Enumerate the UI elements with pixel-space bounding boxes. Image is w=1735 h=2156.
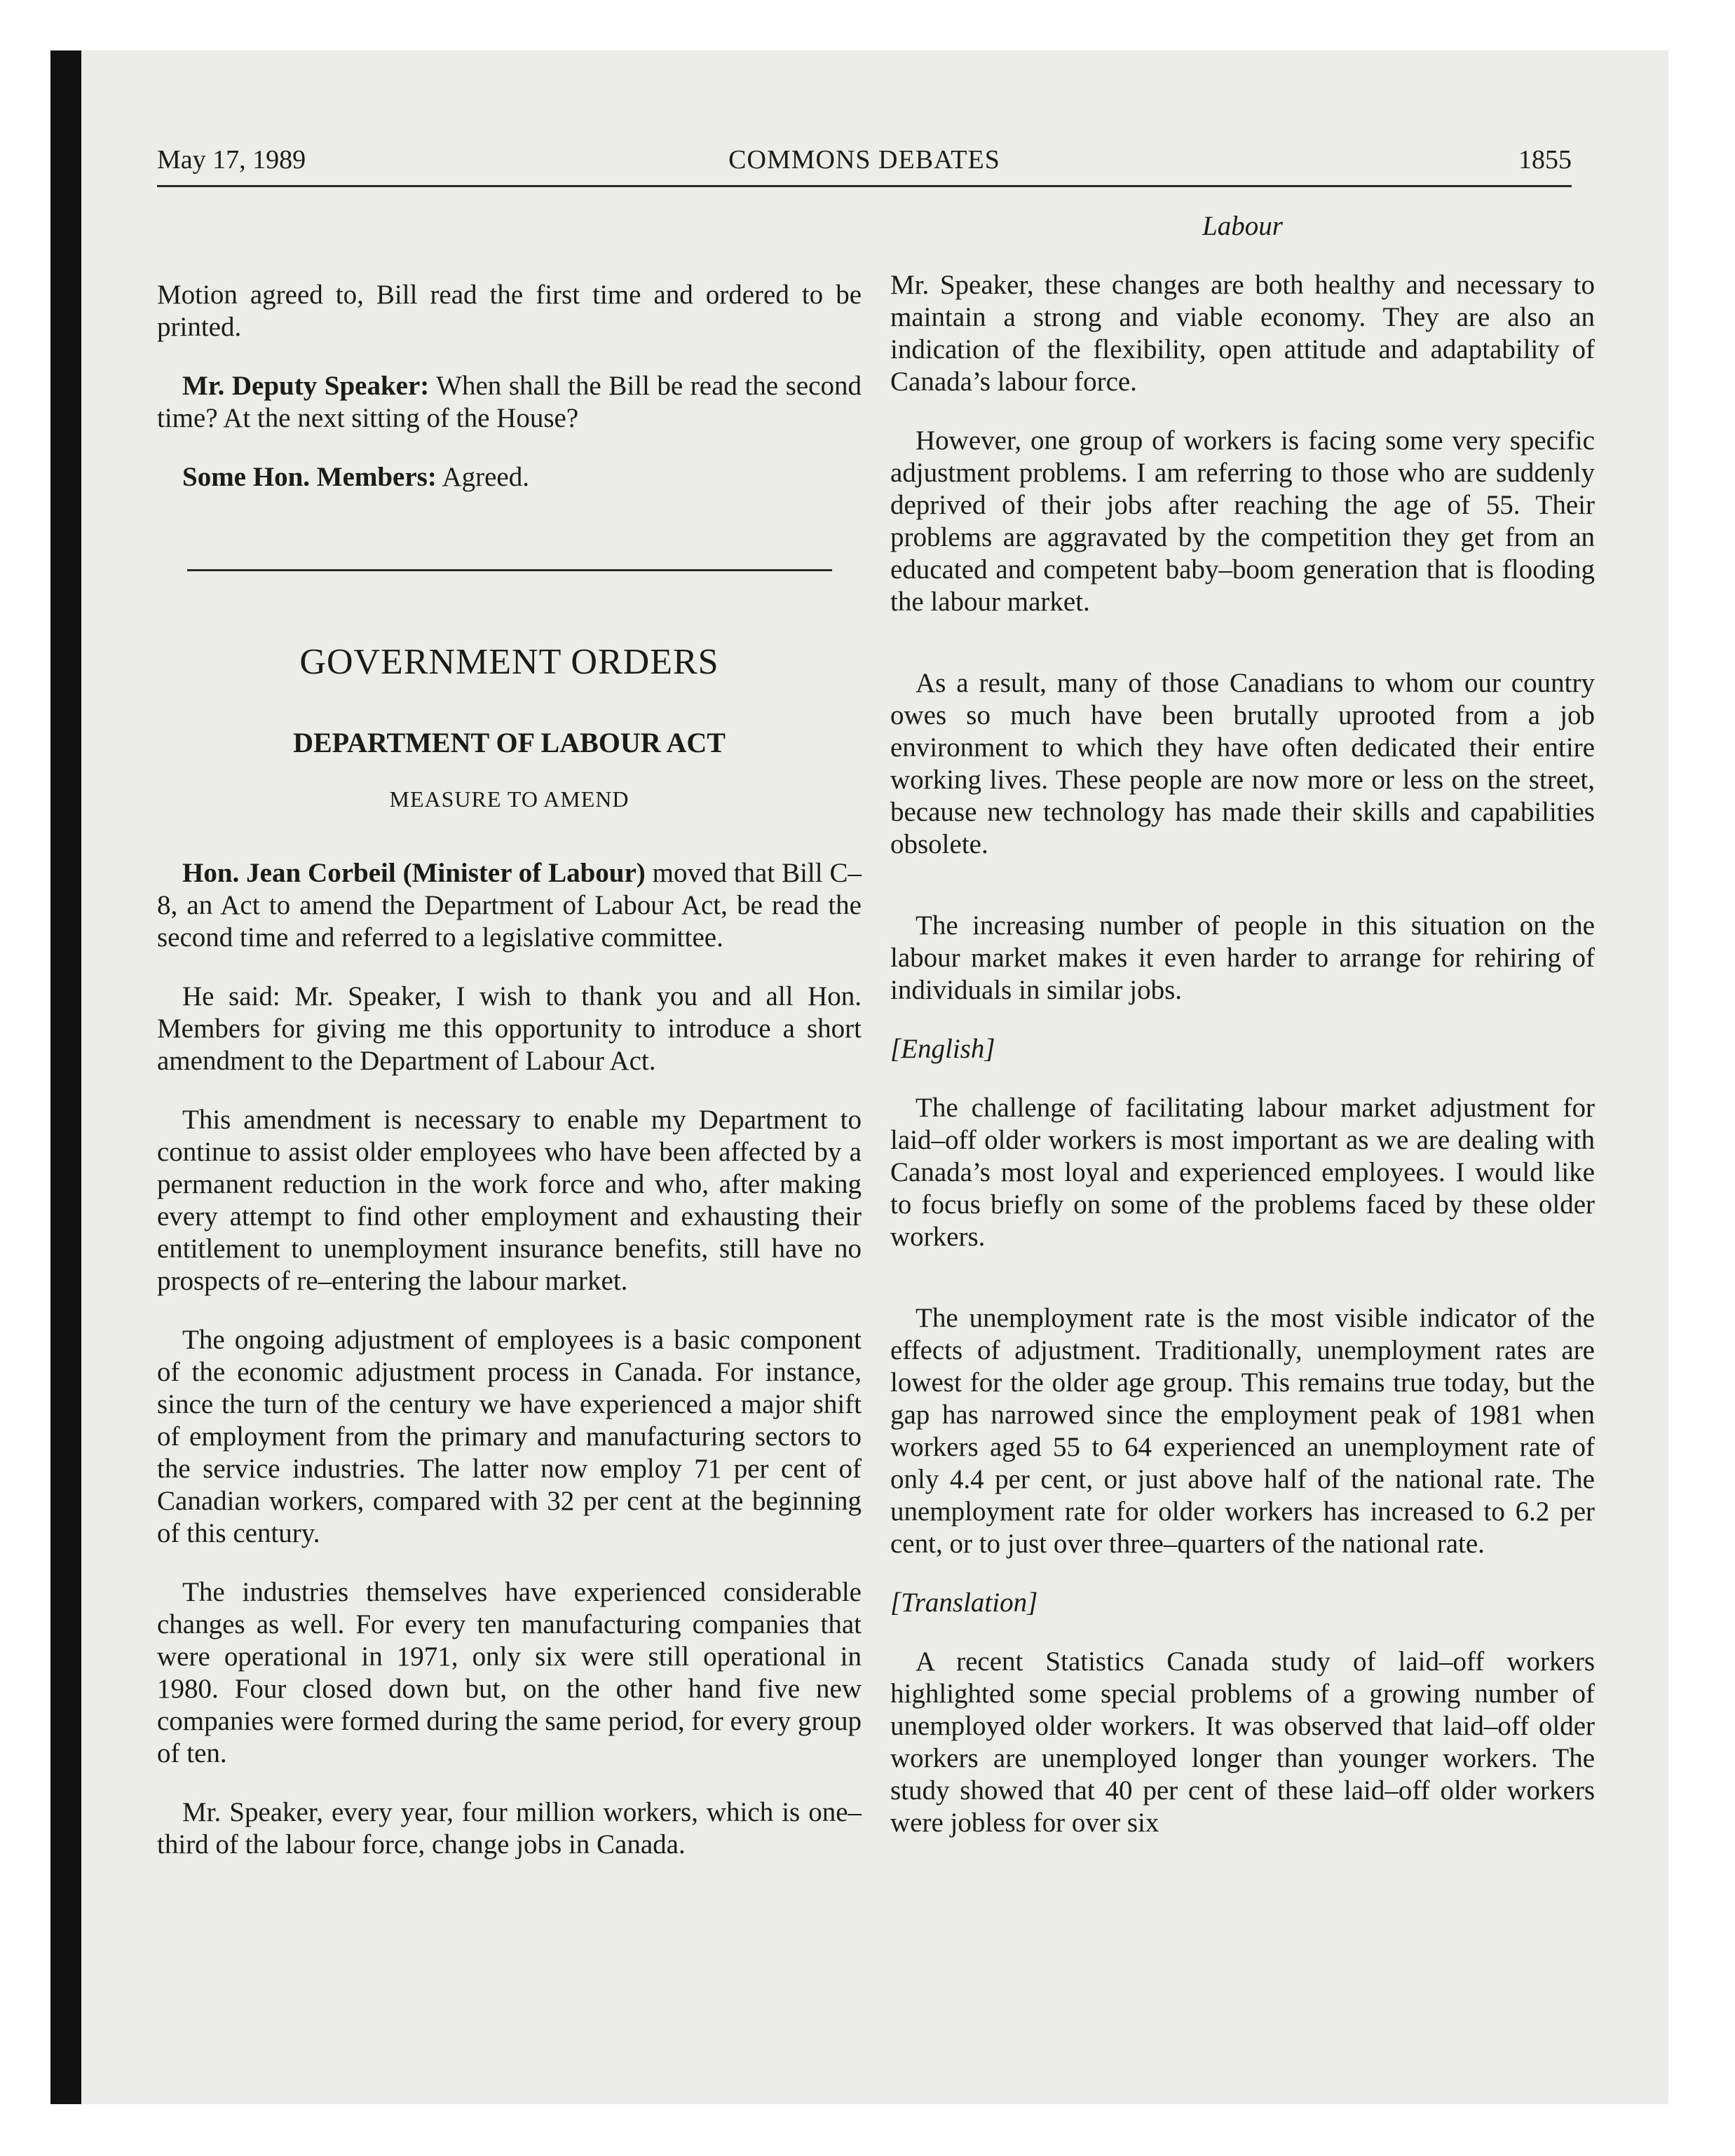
language-marker-english: [English] (890, 1034, 995, 1064)
right-column (890, 210, 1595, 1866)
paragraph (157, 461, 862, 493)
paragraph: As a result, many of those Canadians to whom our country owes so much have been brutally uprooted from a job environment to which they have often dedicated their entire working lives. These people are now more or less on the street, because new technology has made their skills and capabilities obsolete. (890, 668, 1595, 859)
paragraph: Motion agreed to, Bill read the first time and ordered to be printed. (157, 280, 862, 342)
paragraph: The challenge of facilitating labour market adjustment for laid–off older workers is most important as we are dealing with Canada’s most loyal and experienced employees. I would like to focus briefly on some of the problems faced by these older workers. (890, 1093, 1595, 1252)
paragraph: The increasing number of people in this situation on the labour market makes it even harder to arrange for rehiring of individuals in similar jobs. (890, 910, 1595, 1005)
speaker-name: Some Hon. Members: (182, 462, 437, 492)
speaker-name: Hon. Jean Corbeil (Minister of Labour) (182, 858, 646, 888)
header-date: May 17, 1989 (157, 145, 306, 175)
paragraph: However, one group of workers is facing some very specific adjustment problems. I am referring to those who are suddenly deprived of their jobs after reaching the age of 55. Their problems are aggravated by the competition they get from an educated and competent baby–boom generation that is flooding the labour market. (890, 425, 1595, 617)
scan-edge (50, 50, 81, 2104)
speech-text: Agreed. (436, 462, 529, 492)
language-marker-translation: [Translation] (890, 1588, 1038, 1618)
paragraph: The industries themselves have experienced considerable changes as well. For every ten manufacturing companies that were operational in 1971, only six were still operational in 1980. Four closed down but, on the other hand five new companies were formed during the same period, for every group of ten. (157, 1577, 862, 1768)
paragraph: He said: Mr. Speaker, I wish to thank you and all Hon. Members for giving me this opportunity to introduce a short amendment to the Department of Labour Act. (157, 981, 862, 1076)
header-page-number: 1855 (1518, 145, 1572, 175)
paragraph: The unemployment rate is the most visible indicator of the effects of adjustment. Traditionally, unemployment rates are lowest for the older age group. This remains true today, but the gap has narrowed since the employment peak of 1981 when workers aged 55 to 64 experienced an unemployment rate of only 4.4 per cent, or just above half of the national rate. The unemployment rate for older workers has increased to 6.2 per cent, or to just over three–quarters of the national rate. (890, 1303, 1595, 1559)
paragraph: A recent Statistics Canada study of laid–off workers highlighted some special problems of a growing number of unemployed older workers. It was observed that laid–off older workers are unemployed longer than younger workers. The study showed that 40 per cent of these laid–off older workers were jobless for over six (890, 1646, 1595, 1838)
speech-text: moved that Bill C–8, an Act to amend the Department of Labour Act, be read the second time and referred to a legislative committee. (157, 858, 862, 953)
paragraph: Mr. Speaker, every year, four million workers, which is one–third of the labour force, change jobs in Canada. (157, 1797, 862, 1860)
speech-text: When shall the Bill be read the second time? At the next sitting of the House? (157, 371, 862, 433)
left-column (157, 210, 862, 1888)
bill-title: DEPARTMENT OF LABOUR ACT (293, 727, 726, 758)
paragraph (157, 857, 862, 954)
running-header (157, 140, 1572, 187)
bill-subtitle: MEASURE TO AMEND (389, 786, 630, 812)
paragraph: This amendment is necessary to enable my Department to continue to assist older employees who have been affected by a permanent reduction in the work force and who, after making every attempt to find other employment and exhausting their entitlement to unemployment insurance benefits, still have no prospects of re–entering the labour market. (157, 1105, 862, 1296)
paragraph: Mr. Speaker, these changes are both healthy and necessary to maintain a strong and viable economy. They are also an indication of the flexibility, open attitude and adaptability of Canada’s labour force. (890, 270, 1595, 397)
paragraph: The ongoing adjustment of employees is a basic component of the economic adjustment process in Canada. For instance, since the turn of the century we have experienced a major shift of employment from the primary and manufacturing sectors to the service industries. The latter now employ 71 per cent of Canadian workers, compared with 32 per cent at the beginning of this century. (157, 1325, 862, 1548)
section-divider (187, 569, 832, 571)
subject-label: Labour (1202, 211, 1283, 241)
speaker-name: Mr. Deputy Speaker: (182, 371, 430, 401)
header-title: COMMONS DEBATES (728, 145, 1000, 175)
section-title: GOVERNMENT ORDERS (299, 642, 719, 682)
paragraph (157, 370, 862, 435)
